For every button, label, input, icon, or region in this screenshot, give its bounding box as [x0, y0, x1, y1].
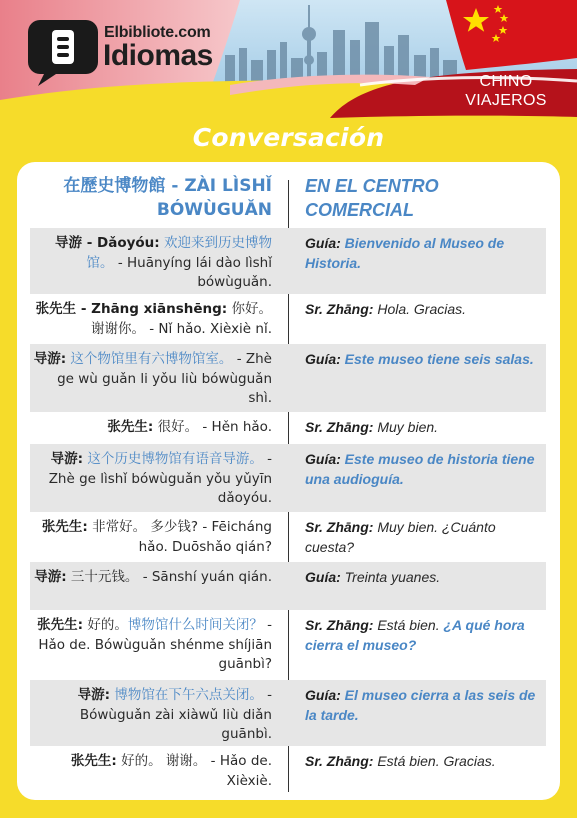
spanish-line	[305, 234, 541, 273]
chinese-line	[30, 418, 272, 438]
section-title: Conversación	[192, 123, 385, 152]
spanish-line	[305, 450, 541, 489]
dialogue-row	[30, 412, 546, 444]
speaker-label: Sr. Zhāng:	[305, 753, 374, 769]
dialogue-text: 很好。 - Hěn hǎo.	[153, 419, 272, 435]
chinese-line	[30, 450, 272, 509]
speaker-label: 导游:	[77, 687, 111, 703]
spanish-line	[305, 568, 541, 588]
chinese-line	[30, 234, 272, 293]
heading-chinese: 在歷史博物館 - ZÀI LÌSHǏ BÓWÙGUǍN	[63, 176, 272, 220]
chinese-line	[30, 300, 272, 339]
dialogue-text: Hola. Gracias.	[373, 301, 467, 317]
spanish-line	[305, 300, 541, 320]
spanish-line	[305, 752, 541, 772]
speaker-label: 导游:	[33, 351, 67, 367]
dialogue-text: Este museo tiene seis salas.	[340, 351, 534, 367]
dialogue-text: 非常好。 多少钱? - Fēicháng hǎo. Duōshǎo qián?	[87, 519, 272, 555]
chinese-line	[30, 518, 272, 557]
speaker-label: 张先生:	[41, 519, 88, 535]
chinese-line	[30, 350, 272, 409]
spanish-line	[305, 418, 541, 438]
speaker-label: Guía:	[305, 351, 341, 367]
speaker-label: 张先生 - Zhāng xiānshēng:	[35, 301, 228, 317]
chinese-line	[30, 752, 272, 791]
speaker-label: Guía:	[305, 687, 341, 703]
spanish-line	[305, 686, 541, 725]
speaker-label: Guía:	[305, 569, 341, 585]
dialogue-text: 你好。谢谢你。 - Nǐ hǎo. Xièxiè nǐ.	[90, 301, 272, 337]
spanish-line	[305, 518, 541, 557]
dialogue-row	[30, 610, 546, 680]
spanish-line	[305, 616, 541, 655]
header-banner	[0, 0, 577, 118]
chinese-line	[30, 616, 272, 675]
dialogue-text: Bienvenido al Museo de Historia.	[305, 235, 505, 271]
dialogue-text: El museo cierra a las seis de la tarde.	[305, 687, 536, 723]
brand-website: Elbibliote.com	[104, 24, 211, 41]
dialogue-text: 三十元钱。 - Sānshí yuán qián.	[66, 569, 272, 585]
chinese-line	[30, 686, 272, 745]
dialogue-text: ¿A qué hora cierra el museo?	[305, 617, 525, 653]
chinese-line	[30, 568, 272, 588]
dialogue-row	[30, 344, 546, 412]
speaker-label: Sr. Zhāng:	[305, 617, 374, 633]
speaker-label: Sr. Zhāng:	[305, 519, 374, 535]
speaker-label: 张先生:	[70, 753, 117, 769]
dialogue-row	[30, 512, 546, 562]
dialogue-row	[30, 562, 546, 610]
spanish-line	[305, 350, 541, 370]
brand-name: Idiomas	[103, 39, 213, 72]
dialogue-text: Treinta yuanes.	[340, 569, 441, 585]
dialogue-row	[30, 746, 546, 794]
dialogue-row	[30, 294, 546, 344]
tag-language: CHINO	[479, 73, 533, 90]
tag-audience: VIAJEROS	[465, 92, 547, 109]
dialogue-text: - Zhè ge lìshǐ bówùguǎn yǒu yǔyīn dǎoyóu.	[48, 451, 272, 506]
dialogue-text: 博物馆什么时间关闭？	[127, 617, 263, 633]
speaker-label: 张先生:	[37, 617, 84, 633]
dialogue-text: Muy bien. ¿Cuánto cuesta?	[305, 519, 496, 555]
dialogue-row	[30, 680, 546, 746]
dialogue-text: 这个历史博物馆有语音导游。	[83, 451, 263, 467]
heading-spanish: EN EL CENTRO COMERCIAL	[305, 176, 439, 220]
book-speech-bubble-icon	[24, 14, 102, 88]
speaker-label: Guía:	[305, 235, 341, 251]
dialogue-row	[30, 444, 546, 512]
dialogue-text: Muy bien.	[373, 419, 439, 435]
speaker-label: 导游:	[34, 569, 67, 585]
dialogue-text: 博物馆在下午六点关闭。	[110, 687, 263, 703]
dialogue-text: 这个物馆里有六博物馆室。	[66, 351, 233, 367]
dialogue-text: - Zhè ge wù guǎn li yǒu liù bówùguǎn shì.	[57, 351, 272, 406]
speaker-label: 导游:	[50, 451, 84, 467]
speaker-label: 导游 - Dǎoyóu:	[55, 235, 160, 251]
dialogue-text: 好的。	[83, 617, 128, 633]
dialogue-text: 欢迎来到历史博物馆。	[86, 235, 272, 271]
speaker-label: 张先生:	[107, 419, 154, 435]
dialogue-text: Está bien.	[373, 617, 444, 633]
dialogue-text: - Huānyíng lái dào lìshǐ bówùguǎn.	[113, 254, 272, 290]
dialogue-text: Este museo de historia tiene una audioguía.	[305, 451, 535, 487]
dialogue-text: Está bien. Gracias.	[373, 753, 496, 769]
speaker-label: Sr. Zhāng:	[305, 301, 374, 317]
dialogue-row	[30, 228, 546, 294]
language-tag	[446, 72, 566, 110]
dialogue-text: - Bówùguǎn zài xiàwǔ liù diǎn guānbì.	[79, 687, 272, 742]
speaker-label: Guía:	[305, 451, 341, 467]
dialogue-text: - Hǎo de. Bówùguǎn shénme shíjiān guānbì?	[38, 617, 272, 672]
speaker-label: Sr. Zhāng:	[305, 419, 374, 435]
dialogue-text: 好的。 谢谢。 - Hǎo de. Xièxiè.	[116, 753, 272, 789]
